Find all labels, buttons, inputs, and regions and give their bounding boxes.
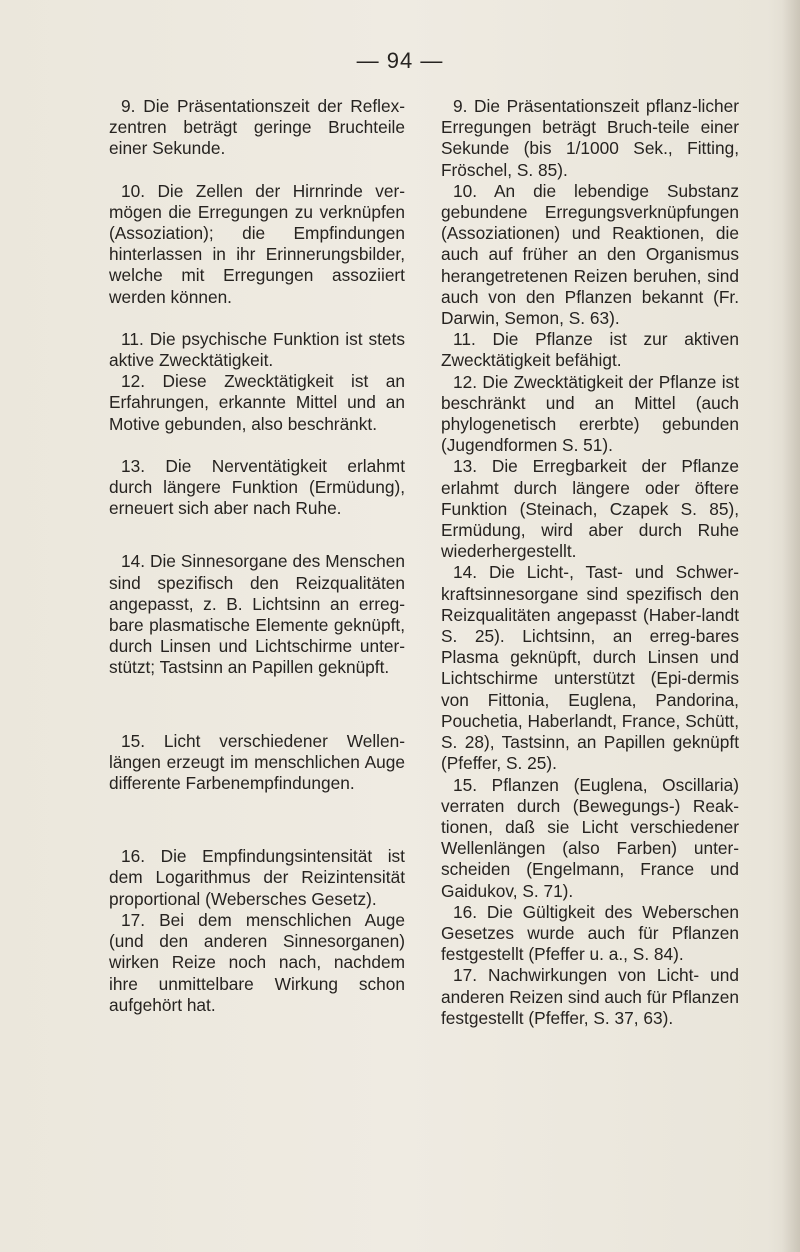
right-paragraph-9: 9. Die Präsentationszeit pflanz-licher Erregungen beträgt Bruch-teile einer Sekunde (bis 1/1000 Sek., Fitting, Fröschel, S. 85). bbox=[441, 96, 739, 180]
right-paragraph-14: 14. Die Licht-, Tast- und Schwer-kraftsinnesorgane sind spezifisch den Reizqualitäten angepasst (Haber-landt S. 25). Lichtsinn, an erreg-bares Plasma geknüpft, durch Linsen und Lichtschirme unterstützt (Epi-dermis von Fittonia, Euglena, Pandorina, Pouchetia, Haberlandt, France, Schütt, S. 28), Tastsinn, an Papillen geknüpft (Pfeffer, S. 25). bbox=[441, 562, 739, 774]
right-paragraph-11: 11. Die Pflanze ist zur aktiven Zwecktätigkeit befähigt. bbox=[441, 329, 739, 371]
left-paragraph-11: 11. Die psychische Funktion ist stets aktive Zwecktätigkeit. bbox=[109, 328, 405, 371]
page-number: — 94 — bbox=[356, 48, 444, 73]
right-paragraph-17: 17. Nachwirkungen von Licht- und anderen Reizen sind auch für Pflanzen festgestellt (Pfeffer, S. 37, 63). bbox=[441, 965, 739, 1028]
left-paragraph-17: 17. Bei dem menschlichen Auge (und den anderen Sinnesorganen) wirken Reize noch nach, nachdem ihre unmittelbare Wirkung schon aufgehört hat. bbox=[109, 909, 405, 1015]
right-paragraph-16: 16. Die Gültigkeit des Weberschen Gesetzes wurde auch für Pflanzen festgestellt (Pfeffer u. a., S. 84). bbox=[441, 901, 739, 965]
right-paragraph-13: 13. Die Erregbarkeit der Pflanze erlahmt durch längere oder öftere Funktion (Steinach, Czapek S. 85), Ermüdung, wird aber durch Ruhe wiederhergestellt. bbox=[441, 456, 739, 562]
left-column bbox=[109, 96, 405, 1016]
right-paragraph-12: 12. Die Zwecktätigkeit der Pflanze ist beschränkt und an Mittel (auch phylogenetisch ererbte) gebunden (Jugendformen S. 51). bbox=[441, 371, 739, 456]
left-paragraph-9: 9. Die Präsentationszeit der Reflex-zentren beträgt geringe Bruchteile einer Sekunde. bbox=[109, 96, 405, 159]
left-paragraph-10: 10. Die Zellen der Hirnrinde ver-mögen die Erregungen zu verknüpfen (Assoziation); die Empfindungen hinterlassen in ihr Erinnerungsbilder, welche mit Erregungen assoziiert werden können. bbox=[109, 180, 405, 307]
page-edge-shadow bbox=[782, 0, 800, 1252]
left-paragraph-13: 13. Die Nerventätigkeit erlahmt durch längere Funktion (Ermüdung), erneuert sich aber nach Ruhe. bbox=[109, 455, 405, 519]
left-paragraph-15: 15. Licht verschiedener Wellen-längen erzeugt im menschlichen Auge differente Farbenempfindungen. bbox=[109, 730, 405, 794]
left-paragraph-14: 14. Die Sinnesorgane des Menschen sind spezifisch den Reizqualitäten angepasst, z. B. Lichtsinn an erreg-bare plasmatische Elemente geknüpft, durch Linsen und Lichtschirme unter-stützt; Tastsinn an Papillen geknüpft. bbox=[109, 551, 405, 678]
left-paragraph-12: 12. Diese Zwecktätigkeit ist an Erfahrungen, erkannte Mittel und an Motive gebunden, also beschränkt. bbox=[109, 371, 405, 434]
right-paragraph-15: 15. Pflanzen (Euglena, Oscillaria) verraten durch (Bewegungs-) Reak-tionen, daß sie Licht verschiedener Wellenlängen (also Farben) unter-scheiden (Engelmann, France und Gaidukov, S. 71). bbox=[441, 774, 739, 901]
left-paragraph-16: 16. Die Empfindungsintensität ist dem Logarithmus der Reizintensität proportional (Webersches Gesetz). bbox=[109, 846, 405, 909]
right-column bbox=[441, 96, 739, 1029]
right-paragraph-10: 10. An die lebendige Substanz gebundene Erregungsverknüpfungen (Assoziationen) und Reaktionen, die auch auf früher an den Organismus herangetretenen Reizen beruhen, sind auch von den Pflanzen bekannt (Fr. Darwin, Semon, S. 63). bbox=[441, 180, 739, 329]
